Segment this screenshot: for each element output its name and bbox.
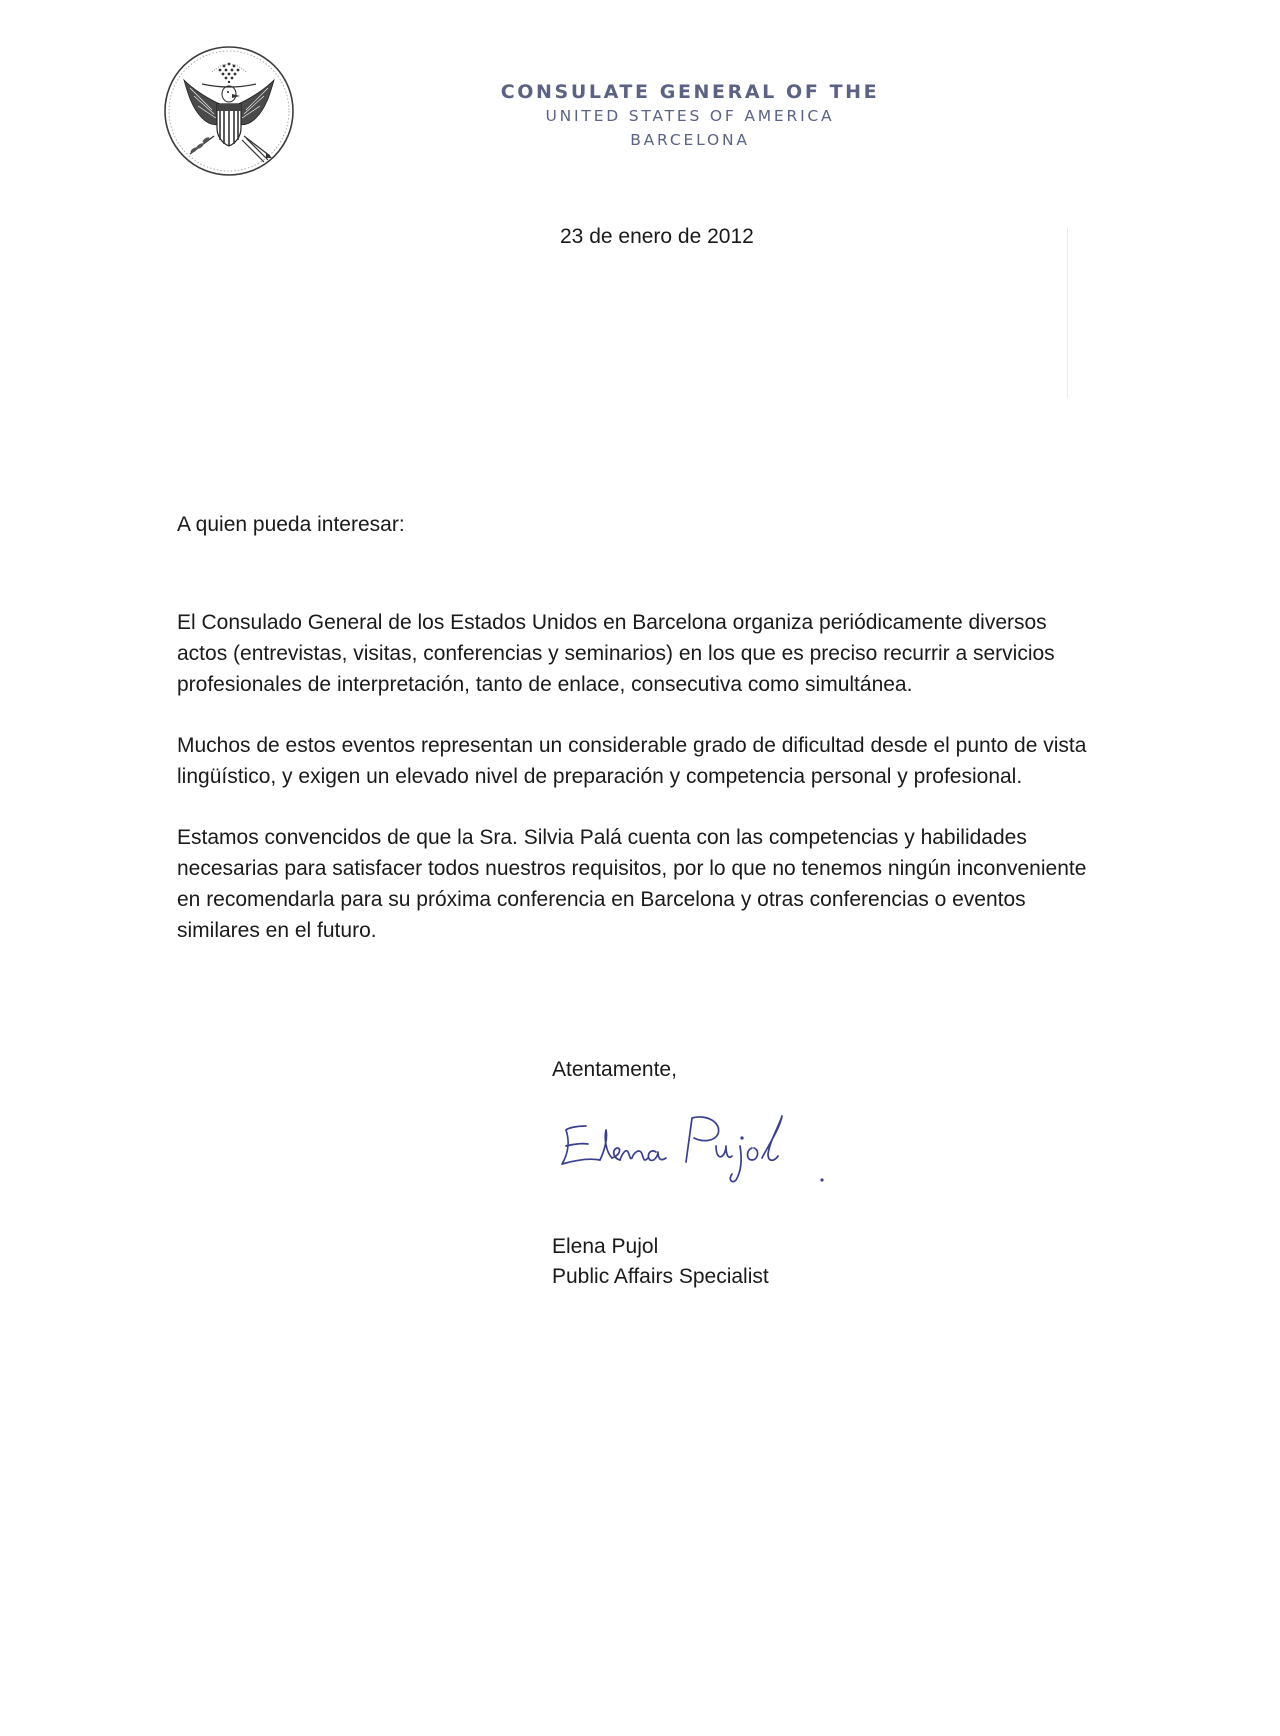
closing: Atentamente, xyxy=(552,1058,677,1081)
body-paragraph: El Consulado General de los Estados Unidos en Barcelona organiza periódicamente diversos actos (entrevistas, visitas, conferencias y seminarios) en los que es preciso recurrir a servicios profesionales de interpretación, tanto de enlace, consecutiva como simultánea. xyxy=(177,611,1055,696)
body-paragraph: Estamos convencidos de que la Sra. Silvia Palá cuenta con las competencias y habilidades necesarias para satisfacer todos nuestros requisitos, por lo que no tenemos ningún inconveniente en recomendarla para su próxima conferencia en Barcelona y otras conferencias o eventos similares en el futuro. xyxy=(177,826,1087,942)
letterhead-line-3: BARCELONA xyxy=(630,131,750,149)
letterhead-line-1: CONSULATE GENERAL OF THE xyxy=(500,81,880,103)
handwritten-signature xyxy=(556,1108,836,1188)
great-seal-eagle-icon xyxy=(162,44,296,178)
margin-divider xyxy=(1067,228,1068,398)
letter-date: 23 de enero de 2012 xyxy=(560,225,754,248)
signer-title: Public Affairs Specialist xyxy=(552,1265,769,1288)
body-paragraph: Muchos de estos eventos representan un considerable grado de dificultad desde el punto de vista lingüístico, y exigen un elevado nivel de preparación y competencia personal y profesional. xyxy=(177,734,1087,788)
signer-name: Elena Pujol xyxy=(552,1235,659,1258)
salutation: A quien pueda interesar: xyxy=(177,513,405,536)
letter-body xyxy=(177,607,1087,965)
letterhead xyxy=(470,80,910,152)
letterhead-line-2: UNITED STATES OF AMERICA xyxy=(545,107,835,125)
